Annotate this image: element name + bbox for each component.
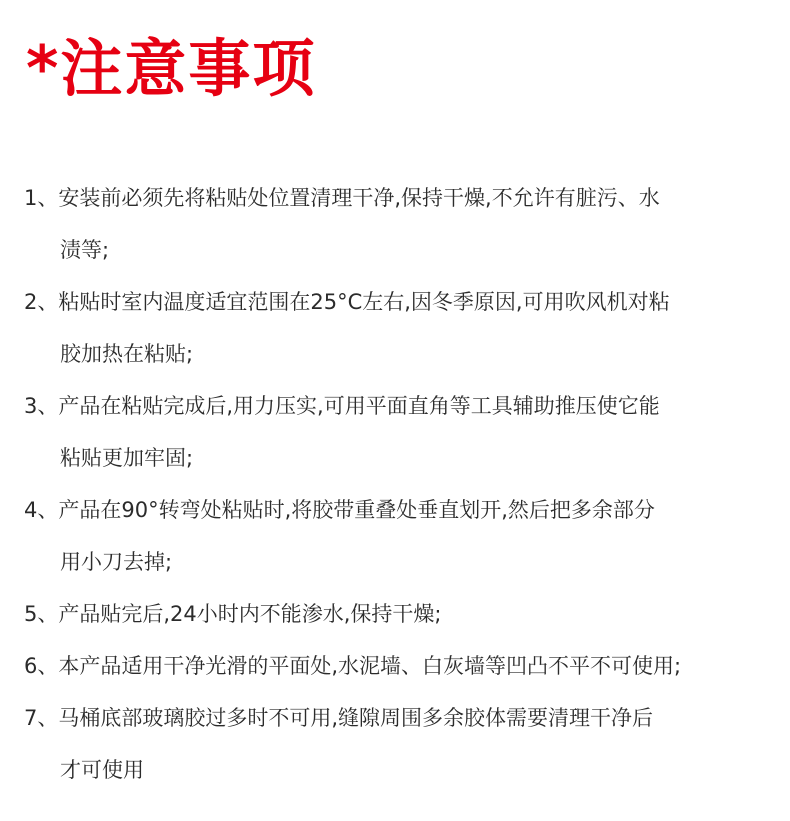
note-text-continued: 才可使用 [60,758,144,782]
note-text: 5、产品贴完后,24小时内不能渗水,保持干燥; [24,602,442,626]
page-title: *注意事项 [26,32,317,105]
note-text: 2、粘贴时室内温度适宜范围在25°C左右,因冬季原因,可用吹风机对粘 [24,290,670,314]
notes-list [24,172,774,796]
note-text: 3、产品在粘贴完成后,用力压实,可用平面直角等工具辅助推压使它能 [24,394,660,418]
note-item-7 [24,692,774,796]
note-item-4 [24,484,774,588]
note-text-continued: 用小刀去掉; [60,550,173,574]
note-item-2 [24,276,774,380]
note-text: 7、马桶底部玻璃胶过多时不可用,缝隙周围多余胶体需要清理干净后 [24,706,654,730]
note-item-1 [24,172,774,276]
note-text: 1、安装前必须先将粘贴处位置清理干净,保持干燥,不允许有脏污、水 [24,186,660,210]
note-text: 6、本产品适用干净光滑的平面处,水泥墙、白灰墙等凹凸不平不可使用; [24,654,682,678]
note-item-6 [24,640,774,692]
note-item-3 [24,380,774,484]
note-item-5 [24,588,774,640]
note-text-continued: 粘贴更加牢固; [60,446,194,470]
note-text: 4、产品在90°转弯处粘贴时,将胶带重叠处垂直划开,然后把多余部分 [24,498,655,522]
note-text-continued: 渍等; [60,238,110,262]
note-text-continued: 胶加热在粘贴; [60,342,194,366]
